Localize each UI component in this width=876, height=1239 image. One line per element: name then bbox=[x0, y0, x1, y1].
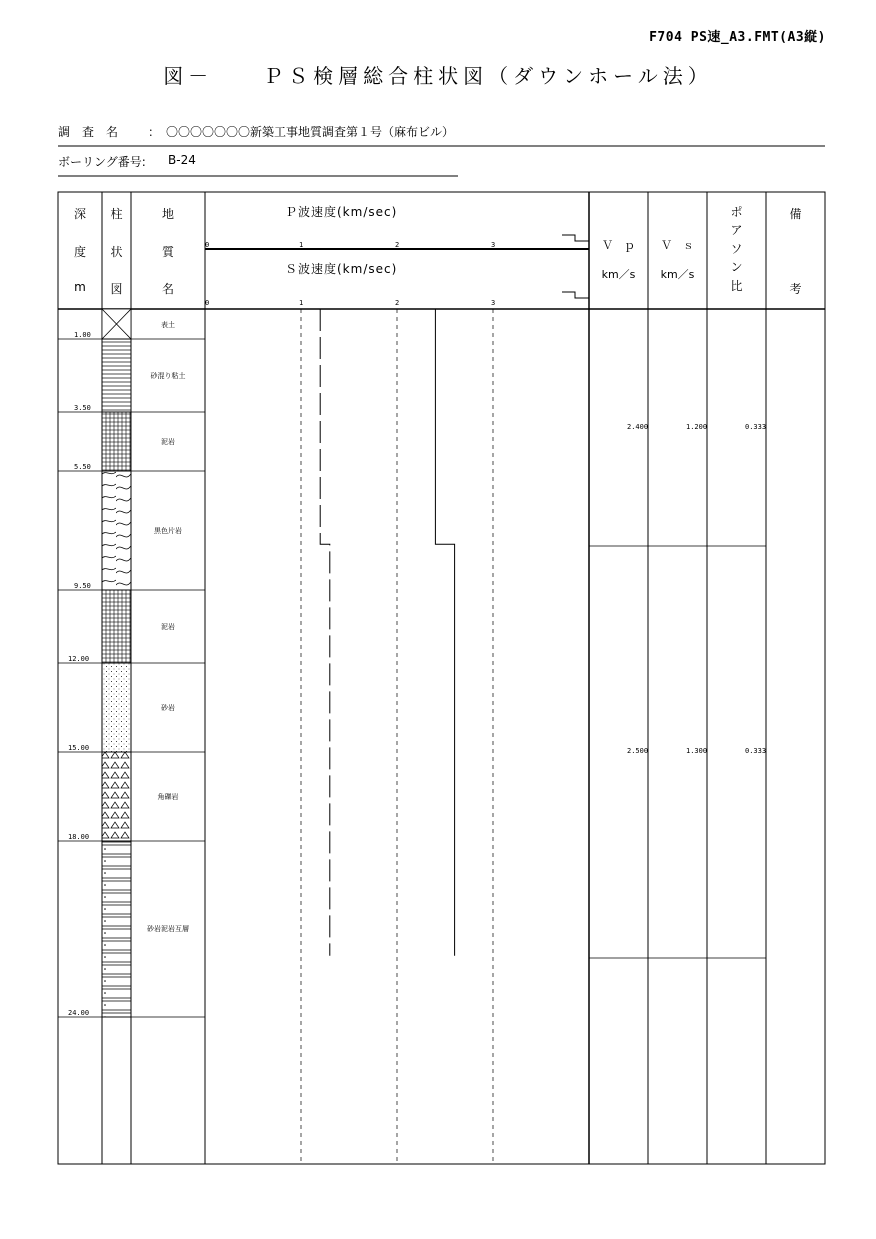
geology-header-2: 質 bbox=[161, 245, 174, 259]
poisson-header-3: ソ bbox=[730, 242, 743, 256]
s-tick-1: 1 bbox=[299, 299, 304, 307]
geology-header-3: 名 bbox=[161, 282, 174, 296]
vp-value: 2.500 bbox=[627, 747, 649, 755]
vp-header: Ｖ ｐ bbox=[602, 239, 635, 252]
layer-name: 角礫岩 bbox=[157, 793, 179, 801]
layer-name: 砂混り粘土 bbox=[150, 372, 186, 380]
geology-header-1: 地 bbox=[161, 207, 174, 221]
boring-label: ボーリング番号: bbox=[58, 155, 146, 169]
vs-value: 1.200 bbox=[686, 423, 708, 431]
vs-unit: km／s bbox=[660, 268, 695, 281]
poisson-value: 0.333 bbox=[745, 423, 767, 431]
vs-value: 1.300 bbox=[686, 747, 708, 755]
depth-header-1: 深 bbox=[73, 207, 86, 221]
vs-header: Ｖ ｓ bbox=[661, 239, 694, 252]
layer-name: 表土 bbox=[161, 321, 175, 329]
survey-name: 〇〇〇〇〇〇〇新築工事地質調査第１号（麻布ビル） bbox=[166, 125, 455, 139]
column-header-2: 状 bbox=[110, 245, 123, 259]
s-wave-series-line bbox=[320, 309, 330, 956]
remarks-header-1: 備 bbox=[789, 207, 802, 221]
layer-depth: 12.00 bbox=[68, 655, 90, 663]
s-tick-3: 3 bbox=[491, 299, 496, 307]
layer-depth: 18.00 bbox=[68, 833, 90, 841]
p-tick-1: 1 bbox=[299, 241, 304, 249]
p-tick-0: 0 bbox=[205, 241, 210, 249]
layer-depth: 5.50 bbox=[74, 463, 91, 471]
layer-name: 砂岩泥岩互層 bbox=[147, 925, 189, 933]
boring-number: B-24 bbox=[168, 153, 196, 167]
layer-name: 泥岩 bbox=[161, 623, 175, 631]
layer-name: 砂岩 bbox=[161, 704, 175, 712]
poisson-header-4: ン bbox=[730, 260, 743, 274]
remarks-header-2: 考 bbox=[789, 282, 802, 296]
layer-depth: 3.50 bbox=[74, 404, 91, 412]
layer-depth: 1.00 bbox=[74, 331, 91, 339]
p-wave-series-line bbox=[435, 309, 454, 956]
layer-name: 黒色片岩 bbox=[154, 527, 182, 535]
depth-header-3: m bbox=[74, 280, 86, 294]
s-tick-0: 0 bbox=[205, 299, 210, 307]
survey-colon: ： bbox=[148, 125, 161, 139]
vp-value: 2.400 bbox=[627, 423, 649, 431]
poisson-header-5: 比 bbox=[730, 279, 743, 293]
column-header-1: 柱 bbox=[110, 207, 123, 221]
p-wave-header: Ｐ波速度(km/sec) bbox=[285, 205, 398, 219]
poisson-header-2: ア bbox=[730, 223, 743, 237]
column-header-3: 図 bbox=[110, 282, 123, 296]
survey-label: 調 査 名 bbox=[58, 125, 119, 139]
depth-header-2: 度 bbox=[73, 245, 86, 259]
vp-unit: km／s bbox=[601, 268, 636, 281]
s-tick-2: 2 bbox=[395, 299, 400, 307]
layer-name: 泥岩 bbox=[161, 438, 175, 446]
layer-depth: 24.00 bbox=[68, 1009, 90, 1017]
p-tick-2: 2 bbox=[395, 241, 400, 249]
layer-depth: 15.00 bbox=[68, 744, 90, 752]
document-code: F704 PS速_A3.FMT(A3縦) bbox=[649, 30, 826, 45]
s-wave-header: Ｓ波速度(km/sec) bbox=[285, 262, 398, 276]
layer-depth: 9.50 bbox=[74, 582, 91, 590]
poisson-header-1: ポ bbox=[730, 205, 743, 219]
p-tick-3: 3 bbox=[491, 241, 496, 249]
page-title: 図－ ＰＳ検層総合柱状図（ダウンホール法） bbox=[163, 64, 713, 88]
poisson-value: 0.333 bbox=[745, 747, 767, 755]
